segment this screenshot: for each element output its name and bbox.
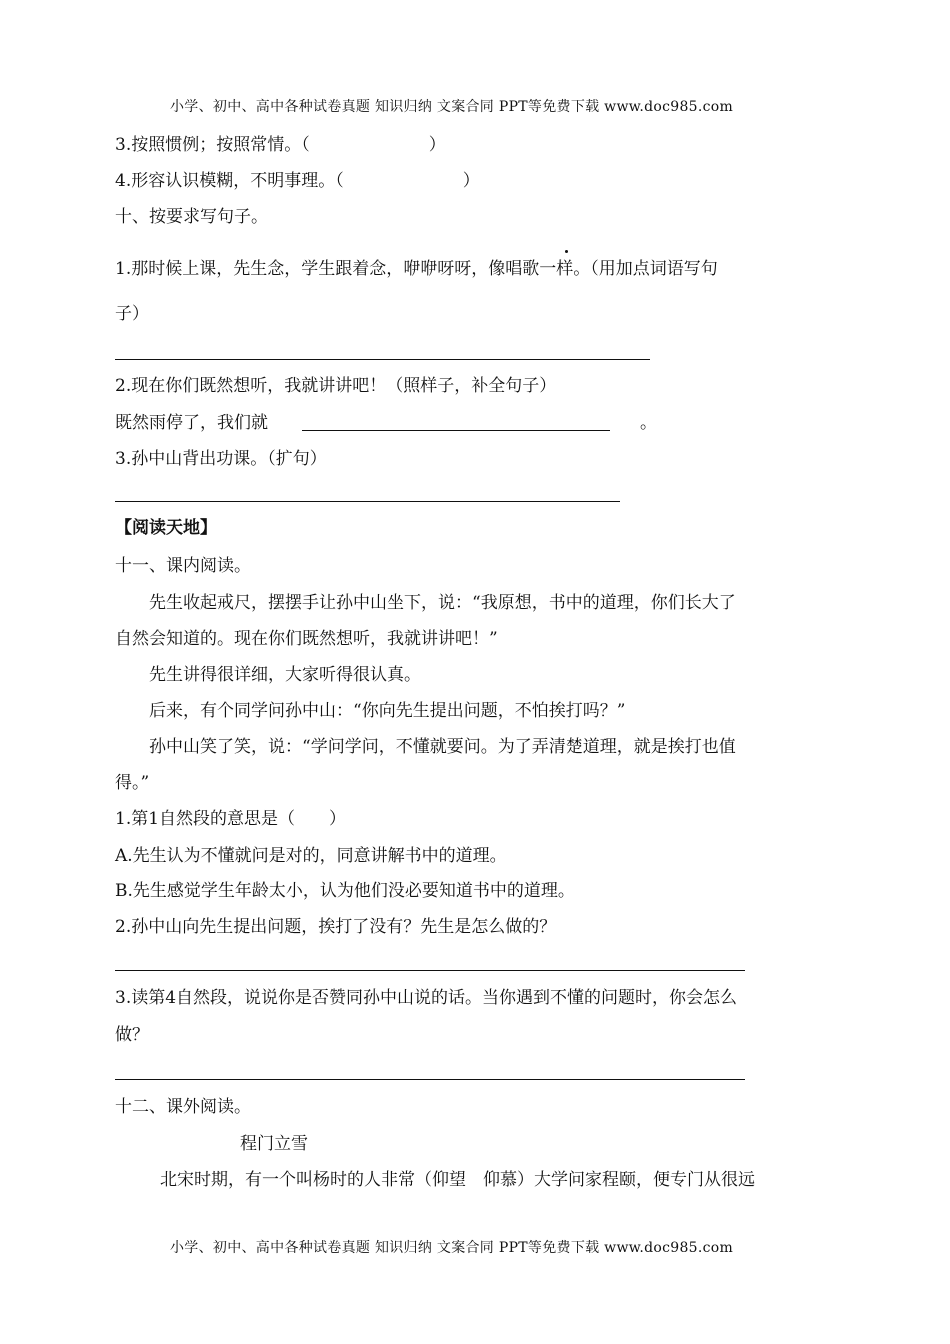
answer-line	[115, 970, 745, 971]
passage-p2: 先生讲得很详细，大家听得很认真。	[149, 665, 421, 685]
passage-p4-line2: 得。”	[115, 773, 150, 793]
s11-title: 十一、课内阅读。	[115, 556, 251, 576]
s10-q2-prefix: 既然雨停了，我们就	[115, 413, 268, 433]
passage-p3: 后来，有个同学问孙中山：“你向先生提出问题，不怕挨打吗？”	[149, 701, 626, 721]
s9-question-4: 4.形容认识模糊，不明事理。（ ）	[115, 171, 480, 191]
page-header: 小学、初中、高中各种试卷真题 知识归纳 文案合同 PPT等免费下载 www.doc985.com	[170, 99, 734, 115]
answer-line	[115, 501, 620, 502]
answer-line	[115, 1079, 745, 1080]
s11-option-a: A.先生认为不懂就问是对的，同意讲解书中的道理。	[115, 846, 507, 866]
s11-option-b: B.先生感觉学生年龄太小，认为他们没必要知道书中的道理。	[115, 881, 575, 901]
s10-q1-line2: 子）	[115, 304, 149, 324]
s12-title: 十二、课外阅读。	[115, 1097, 251, 1117]
passage-p4-line1: 孙中山笑了笑，说：“学问学问，不懂就要问。为了弄清楚道理，就是挨打也值	[149, 737, 736, 757]
s11-q2: 2.孙中山向先生提出问题，挨打了没有？先生是怎么做的？	[115, 917, 557, 937]
emphasis-dot	[565, 250, 568, 253]
s10-q3: 3.孙中山背出功课。（扩句）	[115, 449, 327, 469]
fill-in-line	[302, 430, 610, 431]
page-footer: 小学、初中、高中各种试卷真题 知识归纳 文案合同 PPT等免费下载 www.doc985.com	[170, 1240, 734, 1256]
passage-p1-line2: 自然会知道的。现在你们既然想听，我就讲讲吧！”	[115, 629, 498, 649]
answer-line	[115, 359, 650, 360]
reading-heading: 【阅读天地】	[115, 518, 217, 538]
s10-q1-line1: 1.那时候上课，先生念，学生跟着念，咿咿呀呀，像唱歌一样。（用加点词语写句	[115, 259, 718, 279]
story-line1: 北宋时期，有一个叫杨时的人非常（仰望 仰慕）大学问家程颐，便专门从很远	[160, 1170, 755, 1190]
s11-q3-line2: 做？	[115, 1025, 149, 1045]
s10-q2-suffix: 。	[640, 413, 657, 433]
s10-title: 十、按要求写句子。	[115, 207, 268, 227]
story-title: 程门立雪	[240, 1134, 308, 1154]
passage-p1-line1: 先生收起戒尺，摆摆手让孙中山坐下，说：“我原想，书中的道理，你们长大了	[149, 593, 736, 613]
s11-q1: 1.第1自然段的意思是（ ）	[115, 809, 347, 829]
s9-question-3: 3.按照惯例；按照常情。（ ）	[115, 135, 446, 155]
s10-q2: 2.现在你们既然想听，我就讲讲吧！（照样子，补全句子）	[115, 376, 557, 396]
s11-q3-line1: 3.读第4自然段，说说你是否赞同孙中山说的话。当你遇到不懂的问题时，你会怎么	[115, 988, 738, 1008]
